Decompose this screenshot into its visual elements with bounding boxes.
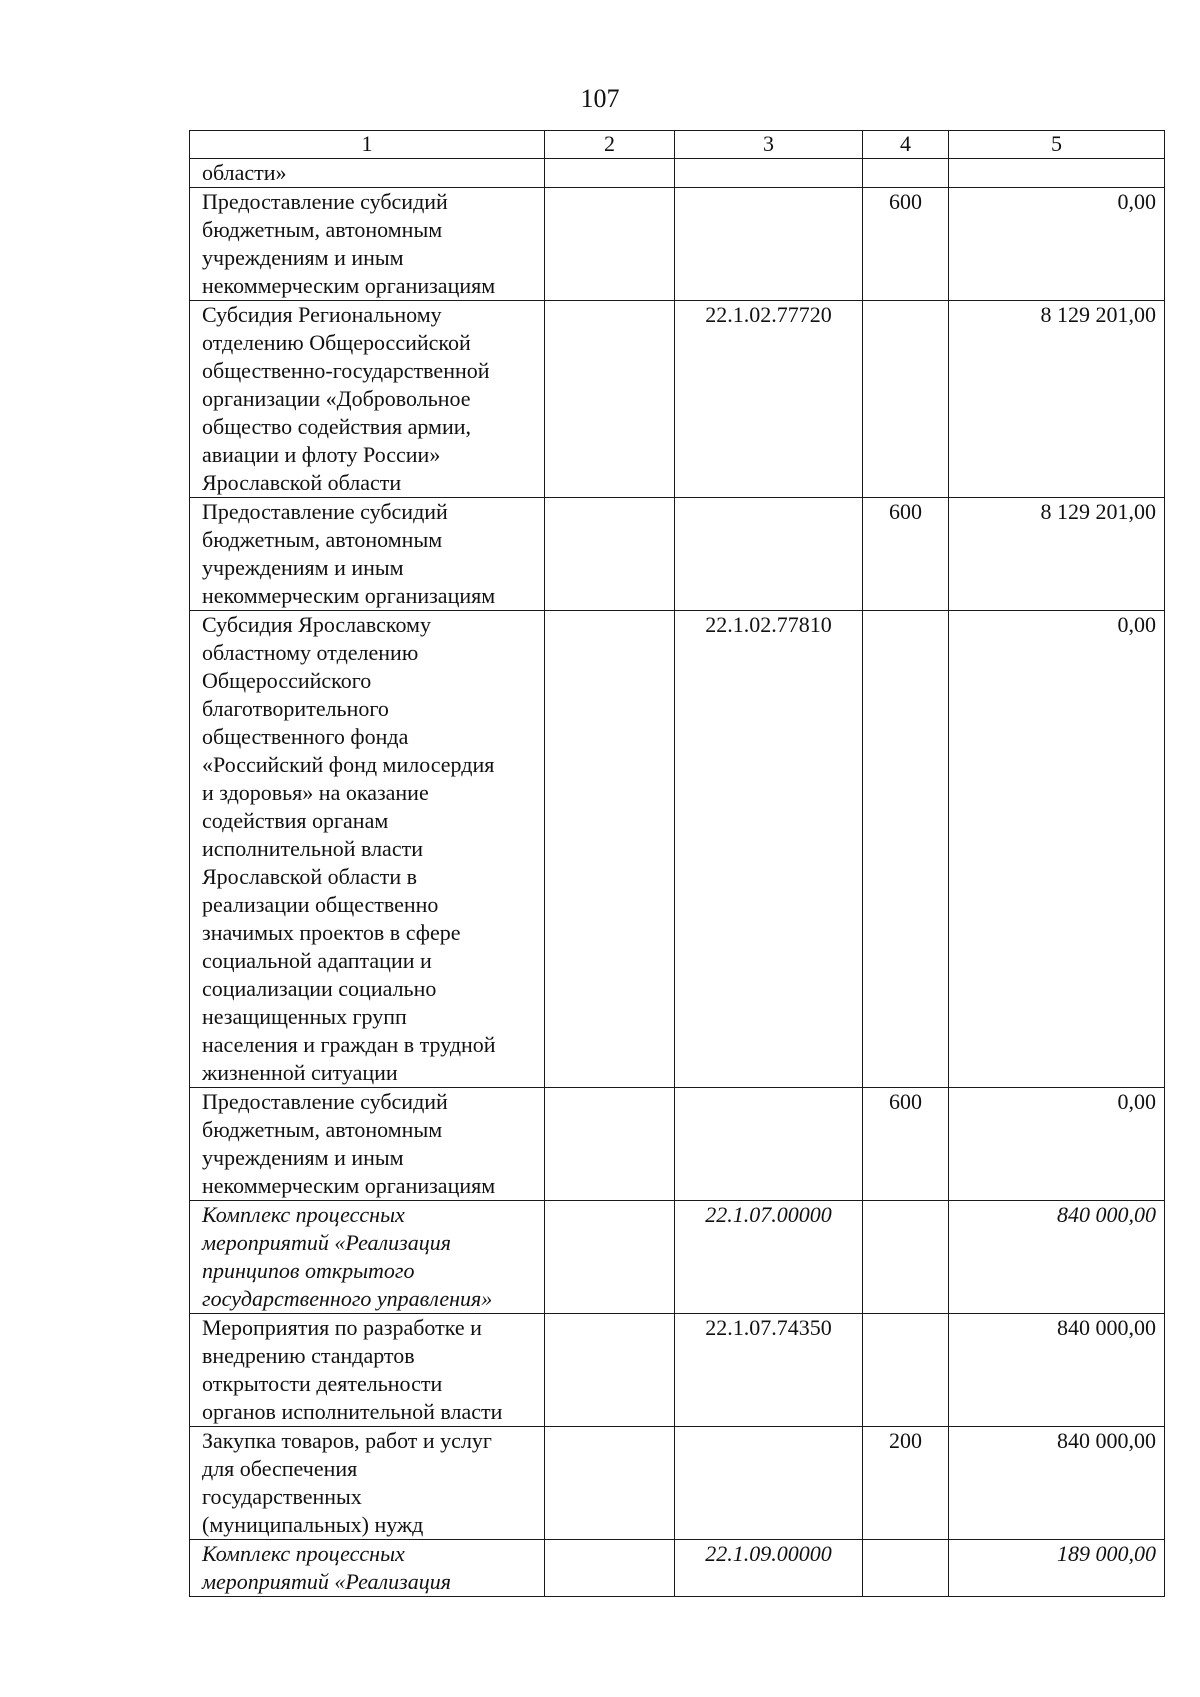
target-code-cell: 22.1.02.77720 bbox=[675, 301, 863, 498]
description-cell: Комплекс процессных мероприятий «Реализация принципов открытого государственного управления» bbox=[190, 1201, 545, 1314]
description-cell: Комплекс процессных мероприятий «Реализация bbox=[190, 1540, 545, 1597]
column-2-cell bbox=[545, 188, 675, 301]
table-row bbox=[190, 1088, 1165, 1201]
column-2-cell bbox=[545, 1088, 675, 1201]
table-row bbox=[190, 1201, 1165, 1314]
table-row bbox=[190, 611, 1165, 1088]
description-cell: Предоставление субсидий бюджетным, автономным учреждениям и иным некоммерческим организациям bbox=[190, 1088, 545, 1201]
table-row bbox=[190, 1540, 1165, 1597]
column-header-1: 1 bbox=[190, 131, 545, 159]
description-cell: Мероприятия по разработке и внедрению стандартов открытости деятельности органов исполнительной власти bbox=[190, 1314, 545, 1427]
column-header-4: 4 bbox=[863, 131, 949, 159]
expense-type-cell bbox=[863, 301, 949, 498]
column-header-3: 3 bbox=[675, 131, 863, 159]
amount-cell: 840 000,00 bbox=[949, 1427, 1165, 1540]
target-code-cell bbox=[675, 159, 863, 188]
table-row bbox=[190, 159, 1165, 188]
target-code-cell bbox=[675, 498, 863, 611]
expense-type-cell bbox=[863, 611, 949, 1088]
column-2-cell bbox=[545, 301, 675, 498]
description-cell: Предоставление субсидий бюджетным, автономным учреждениям и иным некоммерческим организациям bbox=[190, 498, 545, 611]
target-code-cell bbox=[675, 1427, 863, 1540]
column-2-cell bbox=[545, 1540, 675, 1597]
table-row bbox=[190, 498, 1165, 611]
amount-cell: 0,00 bbox=[949, 611, 1165, 1088]
amount-cell: 8 129 201,00 bbox=[949, 498, 1165, 611]
target-code-cell: 22.1.07.00000 bbox=[675, 1201, 863, 1314]
target-code-cell bbox=[675, 188, 863, 301]
expense-type-cell: 200 bbox=[863, 1427, 949, 1540]
column-2-cell bbox=[545, 1427, 675, 1540]
column-2-cell bbox=[545, 498, 675, 611]
column-2-cell bbox=[545, 159, 675, 188]
target-code-cell: 22.1.02.77810 bbox=[675, 611, 863, 1088]
amount-cell: 840 000,00 bbox=[949, 1314, 1165, 1427]
expense-type-cell bbox=[863, 159, 949, 188]
description-cell: Предоставление субсидий бюджетным, автономным учреждениям и иным некоммерческим организациям bbox=[190, 188, 545, 301]
target-code-cell: 22.1.09.00000 bbox=[675, 1540, 863, 1597]
table-row bbox=[190, 301, 1165, 498]
budget-table bbox=[189, 130, 1165, 1597]
amount-cell: 840 000,00 bbox=[949, 1201, 1165, 1314]
table-row bbox=[190, 1427, 1165, 1540]
column-header-5: 5 bbox=[949, 131, 1165, 159]
amount-cell: 0,00 bbox=[949, 1088, 1165, 1201]
target-code-cell: 22.1.07.74350 bbox=[675, 1314, 863, 1427]
description-cell: Субсидия Ярославскому областному отделению Общероссийского благотворительного общественного фонда «Российский фонд милосердия и здоровья» на оказание содействия органам исполнительной власти Ярославской области в реализации общественно значимых проектов в сфере социальной адаптации и социализации социально незащищенных групп населения и граждан в трудной жизненной ситуации bbox=[190, 611, 545, 1088]
expense-type-cell: 600 bbox=[863, 1088, 949, 1201]
column-2-cell bbox=[545, 1201, 675, 1314]
table-row bbox=[190, 188, 1165, 301]
expense-type-cell bbox=[863, 1540, 949, 1597]
expense-type-cell bbox=[863, 1201, 949, 1314]
amount-cell: 0,00 bbox=[949, 188, 1165, 301]
page-number: 107 bbox=[580, 84, 620, 113]
table-row bbox=[190, 1314, 1165, 1427]
expense-type-cell: 600 bbox=[863, 188, 949, 301]
target-code-cell bbox=[675, 1088, 863, 1201]
table-header-row bbox=[190, 131, 1165, 159]
amount-cell: 189 000,00 bbox=[949, 1540, 1165, 1597]
expense-type-cell: 600 bbox=[863, 498, 949, 611]
description-cell: Субсидия Региональному отделению Общероссийской общественно-государственной организации «Добровольное общество содействия армии, авиации и флоту России» Ярославской области bbox=[190, 301, 545, 498]
description-cell: Закупка товаров, работ и услуг для обеспечения государственных (муниципальных) нужд bbox=[190, 1427, 545, 1540]
amount-cell bbox=[949, 159, 1165, 188]
table-body bbox=[190, 159, 1165, 1597]
amount-cell: 8 129 201,00 bbox=[949, 301, 1165, 498]
expense-type-cell bbox=[863, 1314, 949, 1427]
column-header-2: 2 bbox=[545, 131, 675, 159]
column-2-cell bbox=[545, 1314, 675, 1427]
column-2-cell bbox=[545, 611, 675, 1088]
description-cell: области» bbox=[190, 159, 545, 188]
